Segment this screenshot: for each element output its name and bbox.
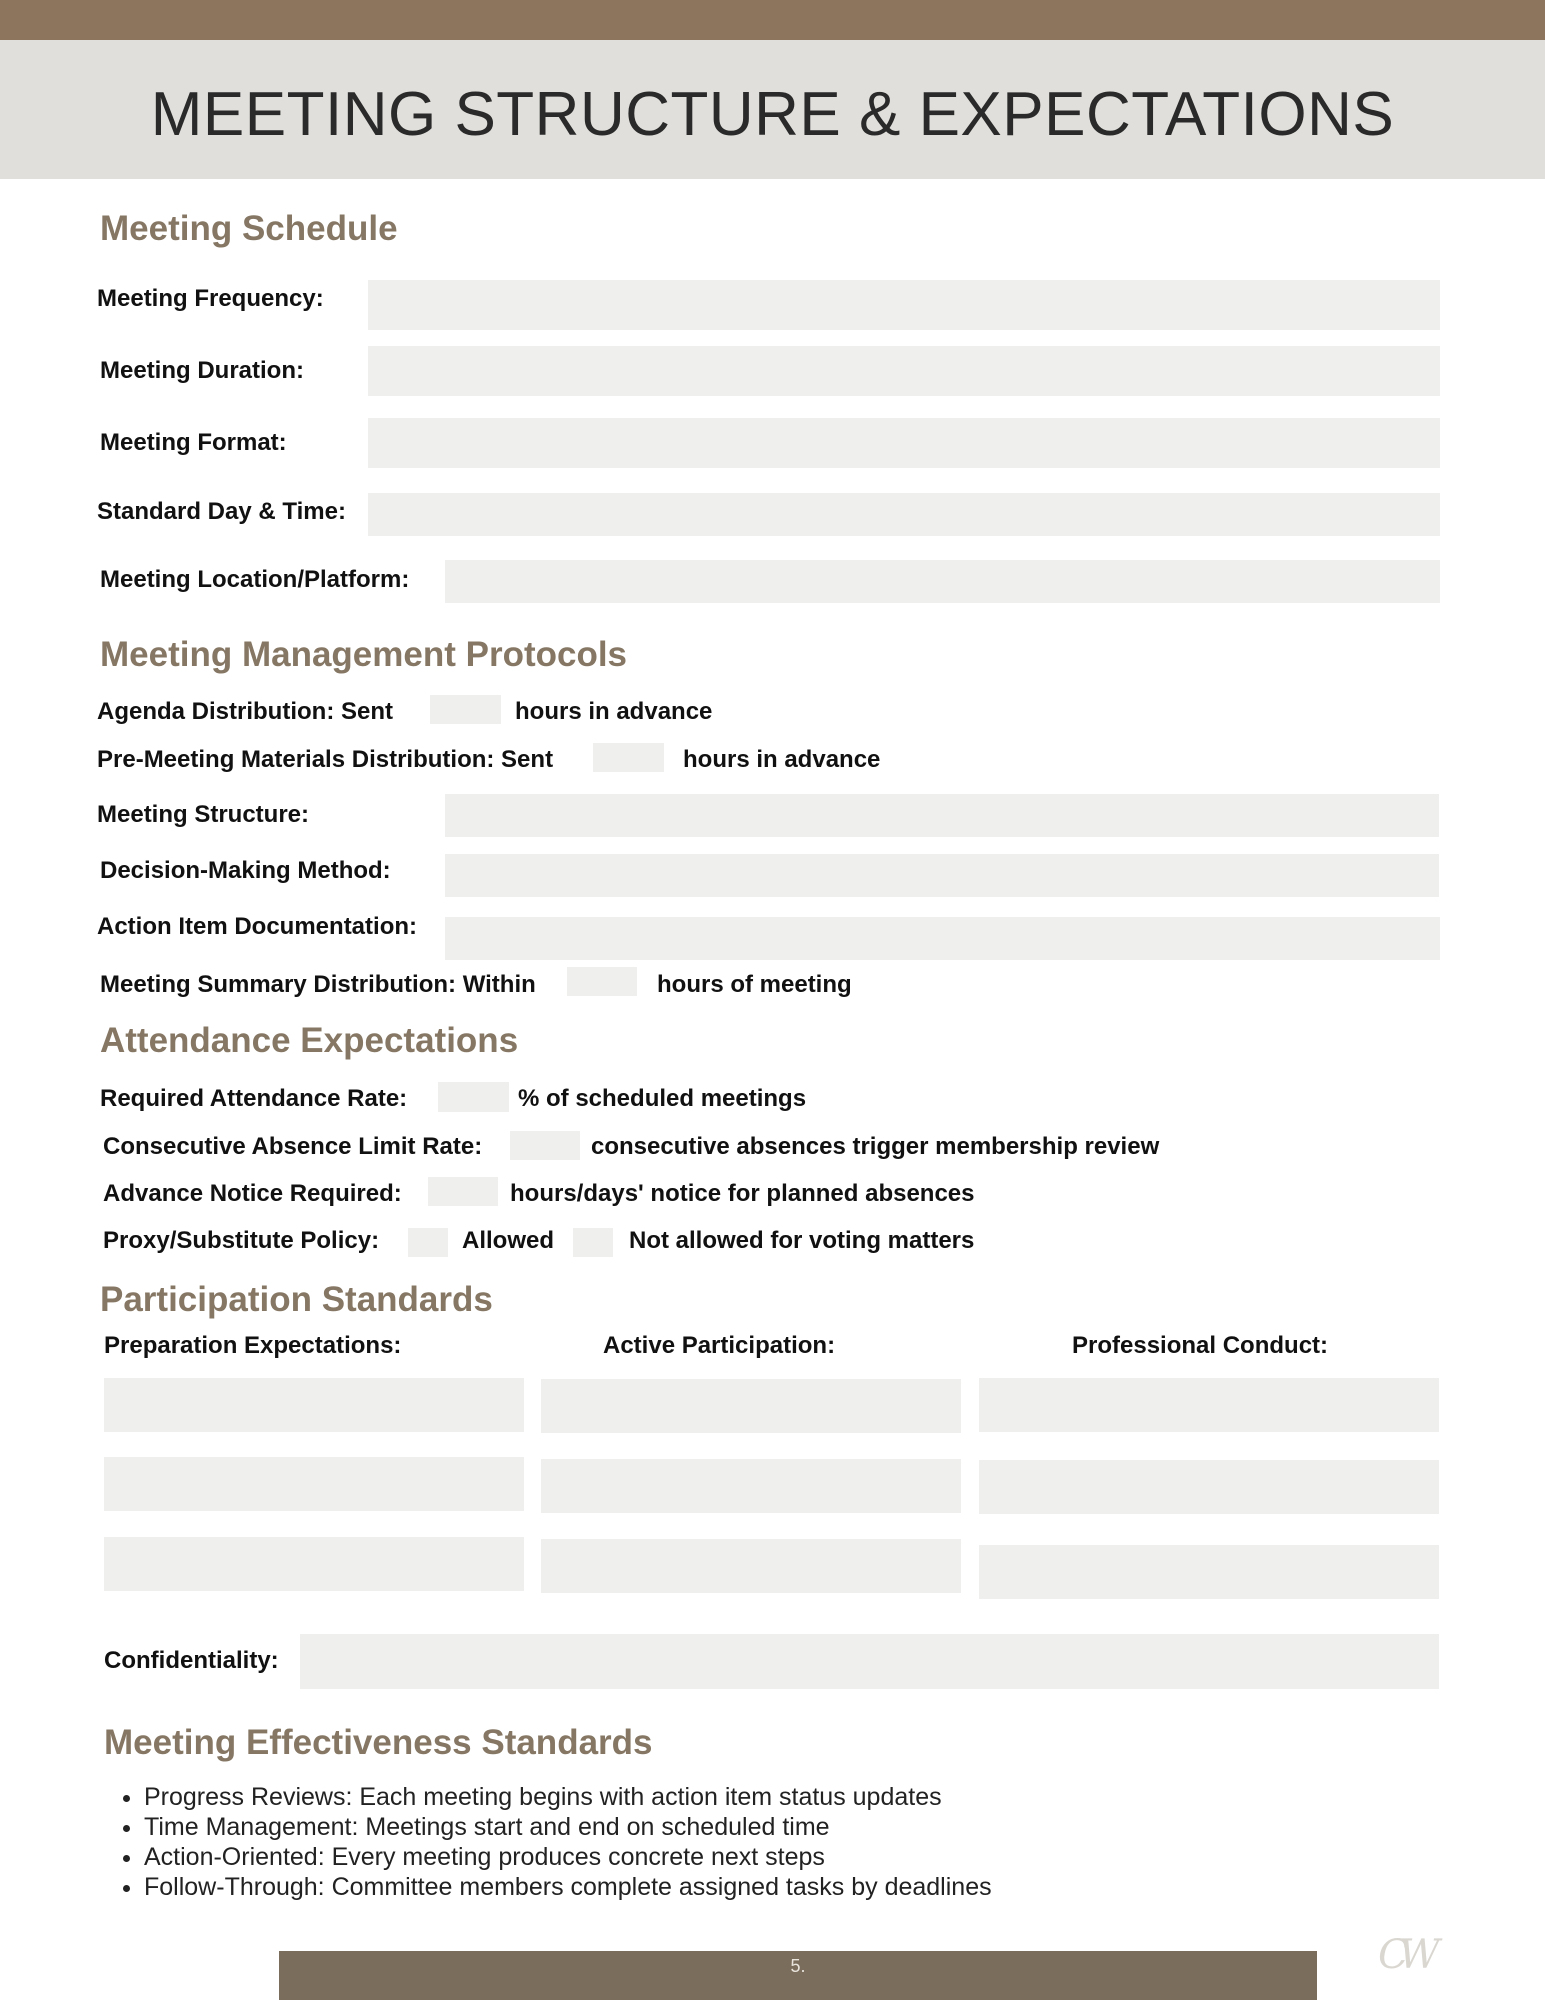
confidentiality-field[interactable] bbox=[300, 1634, 1439, 1689]
summary-suffix: hours of meeting bbox=[657, 971, 852, 998]
format-field[interactable] bbox=[368, 418, 1440, 468]
proxy-allowed-label: Allowed bbox=[462, 1227, 555, 1254]
day-time-label: Standard Day & Time: bbox=[97, 498, 346, 525]
agenda-hours-field[interactable] bbox=[430, 695, 501, 724]
proxy-not-allowed-label: Not allowed for voting matters bbox=[629, 1227, 975, 1254]
decision-label: Decision-Making Method: bbox=[100, 857, 391, 884]
section-heading-attendance: Attendance Expectations bbox=[100, 1021, 519, 1060]
section-heading-management: Meeting Management Protocols bbox=[100, 635, 628, 674]
list-item: • Action-Oriented: Every meeting produces concrete next steps bbox=[144, 1842, 992, 1872]
frequency-field[interactable] bbox=[368, 280, 1440, 330]
confidentiality-label: Confidentiality: bbox=[104, 1647, 279, 1674]
location-label: Meeting Location/Platform: bbox=[100, 566, 410, 593]
preparation-field-2[interactable] bbox=[104, 1457, 524, 1511]
conduct-field-1[interactable] bbox=[979, 1378, 1439, 1432]
preparation-column-label: Preparation Expectations: bbox=[104, 1332, 402, 1359]
action-label: Action Item Documentation: bbox=[97, 913, 418, 940]
participation-field-2[interactable] bbox=[541, 1459, 961, 1513]
participation-column-label: Active Participation: bbox=[603, 1332, 836, 1359]
structure-label: Meeting Structure: bbox=[97, 801, 310, 828]
action-field[interactable] bbox=[445, 917, 1440, 960]
top-bar bbox=[0, 0, 1545, 40]
preparation-field-1[interactable] bbox=[104, 1378, 524, 1432]
proxy-label: Proxy/Substitute Policy: bbox=[103, 1227, 380, 1254]
premeeting-label: Pre-Meeting Materials Distribution: Sent bbox=[97, 746, 554, 773]
structure-field[interactable] bbox=[445, 794, 1439, 837]
advance-notice-field[interactable] bbox=[428, 1177, 498, 1206]
effectiveness-list bbox=[112, 1782, 992, 1902]
attendance-rate-suffix: % of scheduled meetings bbox=[518, 1085, 807, 1112]
absence-limit-label: Consecutive Absence Limit Rate: bbox=[103, 1133, 483, 1160]
section-heading-effectiveness: Meeting Effectiveness Standards bbox=[104, 1723, 653, 1762]
cw-monogram-logo: CW bbox=[1378, 1932, 1430, 1978]
duration-field[interactable] bbox=[368, 346, 1440, 396]
premeeting-hours-field[interactable] bbox=[593, 743, 664, 772]
summary-label: Meeting Summary Distribution: Within bbox=[100, 971, 536, 998]
participation-field-3[interactable] bbox=[541, 1539, 961, 1593]
proxy-not-allowed-checkbox[interactable] bbox=[573, 1228, 613, 1257]
location-field[interactable] bbox=[445, 560, 1440, 603]
attendance-rate-label: Required Attendance Rate: bbox=[100, 1085, 408, 1112]
decision-field[interactable] bbox=[445, 854, 1439, 897]
section-heading-schedule: Meeting Schedule bbox=[100, 209, 398, 248]
list-item: • Time Management: Meetings start and end on scheduled time bbox=[144, 1812, 992, 1842]
conduct-column-label: Professional Conduct: bbox=[1072, 1332, 1329, 1359]
agenda-label: Agenda Distribution: Sent bbox=[97, 698, 393, 725]
conduct-field-3[interactable] bbox=[979, 1545, 1439, 1599]
page-title: MEETING STRUCTURE & EXPECTATIONS bbox=[150, 80, 1395, 149]
premeeting-suffix: hours in advance bbox=[683, 746, 881, 773]
advance-notice-suffix: hours/days' notice for planned absences bbox=[510, 1180, 975, 1207]
conduct-field-2[interactable] bbox=[979, 1460, 1439, 1514]
absence-limit-suffix: consecutive absences trigger membership review bbox=[591, 1133, 1160, 1160]
attendance-rate-field[interactable] bbox=[438, 1082, 509, 1112]
duration-label: Meeting Duration: bbox=[100, 357, 304, 384]
frequency-label: Meeting Frequency: bbox=[97, 285, 324, 312]
format-label: Meeting Format: bbox=[100, 429, 287, 456]
agenda-suffix: hours in advance bbox=[515, 698, 713, 725]
preparation-field-3[interactable] bbox=[104, 1537, 524, 1591]
section-heading-participation: Participation Standards bbox=[100, 1280, 493, 1319]
participation-field-1[interactable] bbox=[541, 1379, 961, 1433]
list-item: • Progress Reviews: Each meeting begins with action item status updates bbox=[144, 1782, 992, 1812]
page-number: 5. bbox=[790, 1956, 806, 1976]
advance-notice-label: Advance Notice Required: bbox=[103, 1180, 402, 1207]
list-item: • Follow-Through: Committee members complete assigned tasks by deadlines bbox=[144, 1872, 992, 1902]
summary-hours-field[interactable] bbox=[567, 967, 637, 996]
day-time-field[interactable] bbox=[368, 493, 1440, 536]
absence-limit-field[interactable] bbox=[510, 1131, 580, 1160]
proxy-allowed-checkbox[interactable] bbox=[408, 1228, 448, 1257]
